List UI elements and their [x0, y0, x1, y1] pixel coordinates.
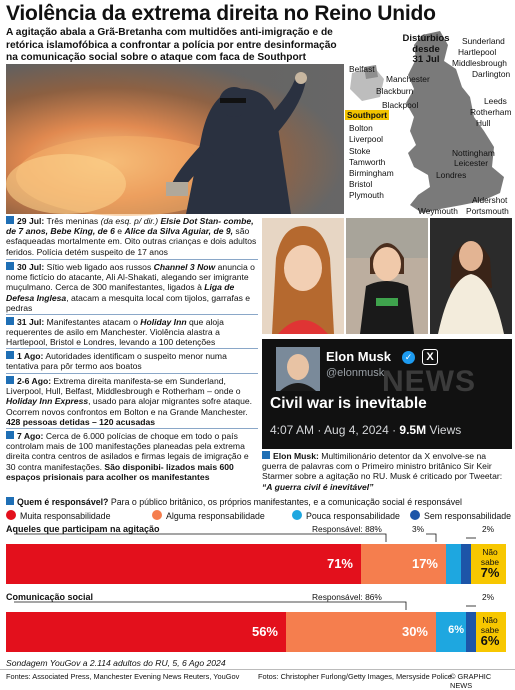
- bar-segment: [286, 612, 436, 652]
- city-label: Plymouth: [349, 190, 384, 200]
- legend-item: Pouca responsabilidade: [292, 510, 400, 521]
- none-label: 2%: [482, 592, 495, 602]
- city-label: Weymouth: [418, 206, 458, 216]
- timeline-entry: 29 Jul: Três meninas (da esq. p/ dir.) Elsie Dot Stan- combe, de 7 anos, Bebe King, de 6 e Alice da Silva Aguiar, de 9, são esfaqueadas mortalmente em. Oito outras crianças e dois adultos feridos. Polícia detém suspeito de 17 anos: [6, 216, 257, 257]
- timeline-entry: 31 Jul: Manifestantes atacam o Holiday Inn que aloja requerentes de asilo em Manchester. Violência alastra a Hartlepool, Bristol e Londres, levando a 100 detenções: [6, 317, 224, 348]
- city-label: Tamworth: [349, 157, 386, 167]
- survey-source: Sondagem YouGov a 2.114 adultos do RU, 5, 6 Ago 2024: [6, 658, 226, 668]
- legend-item: Alguma responsabilidade: [152, 510, 265, 521]
- survey-group-label: Aqueles que participam na agitação: [6, 524, 160, 534]
- bar-segment: [446, 544, 461, 584]
- dont-know-label: Não sabe 7%: [480, 547, 500, 580]
- city-label: Nottingham: [452, 148, 495, 158]
- city-label: Londres: [436, 170, 467, 180]
- victim-photo-1: [262, 218, 344, 334]
- legend-swatch: [410, 510, 420, 520]
- bullet-square: [6, 351, 14, 359]
- watermark: NEWS: [382, 365, 476, 398]
- bar-segment: [466, 612, 476, 652]
- divider: [6, 373, 258, 374]
- little-label: 3%: [412, 524, 425, 534]
- page-title: Violência da extrema direita no Reino Unido: [6, 2, 436, 25]
- bar-segment-dont-know: [476, 612, 506, 652]
- city-label: Sunderland: [462, 36, 505, 46]
- bar-segment-value: 56%: [251, 624, 278, 639]
- city-label: Leeds: [484, 96, 507, 106]
- tweet-card: [262, 339, 512, 449]
- bar-segment: [6, 544, 361, 584]
- bar-segment: [361, 544, 446, 584]
- city-label: Rotherham: [470, 107, 512, 117]
- divider: [6, 428, 258, 429]
- tweet-text: Civil war is inevitable: [270, 395, 427, 412]
- tweet-meta: 4:07 AM · Aug 4, 2024 · 9.5M Views: [270, 423, 462, 437]
- timeline-entry: 2-6 Ago: Extrema direita manifesta-se em Sunderland, Liverpool, Hull, Belfast, Middlesbrough e Rotherham – onde o Holiday Inn Express, usado para alojar migrantes sofre ataque. Ocorrem novos confrontos em Bolton e na Grande Manchester. 428 pessoas detidas – 120 acusadas: [6, 376, 253, 427]
- timeline-entry: 30 Jul: Sítio web ligado aos russos Channel 3 Now anuncia o nome fictício do atacante, Ali Al-Shakati, alegando ser imigrante muçulmano. Cerca de 300 manifestantes, ligados à Liga de Defesa Inglesa, atacam a mesquita local com tijolos, garrafas e pedras: [6, 262, 255, 313]
- legend-swatch: [292, 510, 302, 520]
- legend-swatch: [152, 510, 162, 520]
- bar-segment: [461, 544, 471, 584]
- legend-swatch: [6, 510, 16, 520]
- avatar: [276, 347, 320, 391]
- city-label: Bristol: [349, 179, 373, 189]
- victim-photo-2: [346, 218, 428, 334]
- city-label: Belfast: [349, 64, 375, 74]
- bullet-square: [6, 497, 14, 505]
- city-label: Bolton: [349, 123, 373, 133]
- city-label: Birmingham: [349, 168, 394, 178]
- city-label-highlight: Southport: [347, 110, 388, 120]
- bullet-square: [6, 431, 14, 439]
- city-label: Blackpool: [382, 100, 419, 110]
- city-label: Hartlepool: [458, 47, 497, 57]
- city-label: Hull: [476, 118, 491, 128]
- bullet-square: [6, 376, 14, 384]
- legend-item: Sem responsabilidade: [410, 510, 511, 521]
- map-title: Distúrbios desde 31 Jul: [402, 33, 450, 65]
- dont-know-label: Não sabe 6%: [480, 615, 500, 648]
- city-label: Blackburn: [376, 86, 414, 96]
- bar-segment: [6, 612, 286, 652]
- survey-bar: [6, 544, 506, 584]
- responsible-label: Responsável: 86%: [312, 592, 382, 602]
- responsible-bracket: [6, 532, 512, 544]
- divider: [6, 314, 258, 315]
- city-label: Aldershot: [472, 195, 508, 205]
- bar-segment-value: 30%: [401, 624, 428, 639]
- verified-icon: ✓: [402, 351, 415, 364]
- responsible-bracket: [6, 600, 512, 612]
- bar-segment-value: 6%: [448, 624, 464, 636]
- footer-photos: Fotos: Christopher Furlong/Getty Images, Mersyside Police: [258, 672, 452, 681]
- city-label: Darlington: [472, 69, 511, 79]
- city-label: Portsmouth: [466, 206, 509, 216]
- none-label: 2%: [482, 524, 495, 534]
- divider: [6, 348, 258, 349]
- bar-segment-value: 71%: [326, 556, 353, 571]
- footer-copyright: © GRAPHIC NEWS: [450, 672, 492, 690]
- bullet-square: [6, 262, 14, 270]
- x-logo-icon: X: [422, 349, 438, 365]
- divider: [6, 259, 258, 260]
- survey-bar: [6, 612, 506, 652]
- bar-segment-dont-know: [471, 544, 506, 584]
- responsible-label: Responsável: 88%: [312, 524, 382, 534]
- tweet-author: Elon Musk: [326, 349, 392, 364]
- timeline-entry: 7 Ago: Cerca de 6.000 polícias de choque em todo o país controlam mais de 100 manifestações planeadas pela extrema direita contra centros de asilados e firmas legais de imigração e 30 contra manifestações. São disponibi- lizados mais 600 espaços prisionais para acolher os manifestantes: [6, 431, 249, 482]
- tweet-handle: @elonmusk: [326, 367, 385, 379]
- survey-group-label: Comunicação social: [6, 592, 94, 602]
- riot-photo: [6, 64, 344, 214]
- musk-caption: Elon Musk: Multimilionário detentor da X envolve-se na guerra de palavras com o Primeiro ministro britânico Sir Keir Starmer sobre a agitação no RU. Musk é criticado por Tweetar: “A guerra civil é inevitável”: [262, 451, 503, 492]
- bar-segment-value: 17%: [411, 556, 438, 571]
- city-label: Stoke: [349, 146, 371, 156]
- city-label: Leicester: [454, 158, 488, 168]
- bullet-square: [262, 451, 270, 459]
- footer: [0, 669, 515, 690]
- bullet-square: [6, 317, 14, 325]
- timeline-entry: 1 Ago: Autoridades identificam o suspeito menor numa tentativa para pôr termo aos boatos: [6, 351, 227, 372]
- city-label: Middlesbrough: [452, 58, 507, 68]
- city-label: Manchester: [386, 74, 430, 84]
- victim-photo-3: [430, 218, 512, 334]
- intro-text: A agitação abala a Grã-Bretanha com multidões anti-imigração e de retórica islamofóbica a confrontar a polícia por entre desinformação na comunicação social sobre o ataque com faca de Southport: [6, 27, 337, 64]
- city-label: Liverpool: [349, 134, 383, 144]
- survey-question: Quem é responsável? Para o público britânico, os próprios manifestantes, e a comunicação social é responsável: [6, 497, 512, 507]
- footer-sources: Fontes: Associated Press, Manchester Evening News Reuters, YouGov: [6, 672, 240, 681]
- legend-item: Muita responsabilidade: [6, 510, 110, 521]
- bar-segment: [436, 612, 466, 652]
- bullet-square: [6, 216, 14, 224]
